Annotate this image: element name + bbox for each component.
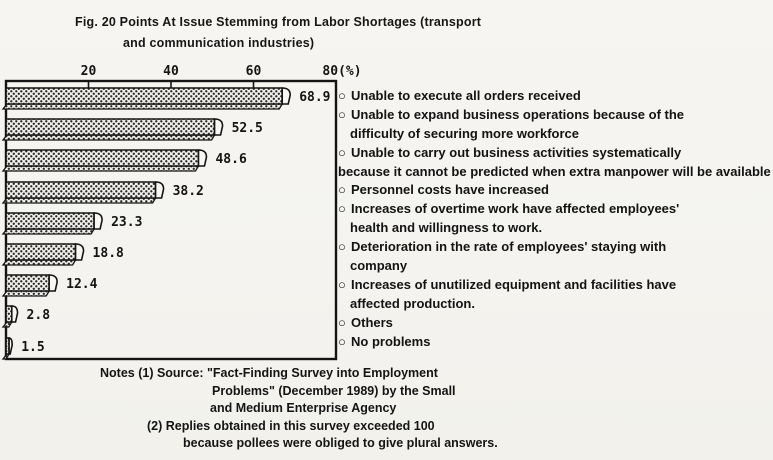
- legend-bullet-circle-icon: ○: [338, 333, 346, 349]
- bar: [3, 182, 204, 203]
- bar-value-label: 2.8: [26, 308, 51, 323]
- note-line: because pollees were obliged to give plural answers.: [183, 436, 498, 451]
- legend-bullet-circle-icon: ○: [338, 88, 346, 103]
- bar-value-label: 52.5: [231, 121, 263, 136]
- legend-line-text: No problems: [351, 333, 431, 349]
- legend-line-text: Deterioration in the rate of employees' staying with: [351, 239, 667, 255]
- legend-line: [338, 181, 773, 200]
- notes-block: [100, 365, 498, 453]
- legend-bullet-circle-icon: ○: [338, 314, 346, 330]
- bar-chart-svg: [0, 60, 380, 365]
- legend-line: [338, 219, 773, 238]
- legend-bullet-circle-icon: ○: [338, 144, 346, 160]
- bar: [3, 150, 247, 171]
- legend-line: [338, 144, 773, 163]
- legend-line-text: Unable to carry out business activities systematically: [351, 144, 682, 160]
- legend-bullet-circle-icon: ○: [338, 201, 346, 217]
- legend-line-text: Unable to expand business operations because of the: [351, 106, 685, 122]
- legend-line: [338, 276, 773, 295]
- figure-title-line1: Fig. 20 Points At Issue Stemming from Labor Shortages (transport: [75, 15, 482, 29]
- bar: [3, 119, 263, 140]
- bar-value-label: 68.9: [299, 90, 331, 105]
- legend-bullet-circle-icon: ○: [338, 182, 346, 198]
- bar-chart: [0, 60, 380, 365]
- legend-line: [338, 238, 773, 257]
- figure-title: [75, 12, 481, 54]
- bar-value-label: 18.8: [92, 246, 124, 261]
- legend-line: [338, 87, 773, 106]
- bar: [3, 306, 50, 327]
- legend-line: [338, 295, 773, 314]
- bar-value-label: 48.6: [215, 152, 247, 167]
- x-axis-end-label: 80(%): [322, 64, 362, 79]
- x-axis-tick-label: 40: [163, 64, 179, 79]
- legend-bullet-circle-icon: ○: [338, 276, 346, 292]
- figure-title-line2: and communication industries): [123, 36, 315, 50]
- bar: [3, 244, 124, 265]
- bar: [3, 88, 331, 109]
- bar: [3, 275, 98, 296]
- legend-line-text: health and willingness to work.: [350, 220, 543, 236]
- bar-value-label: 38.2: [172, 184, 204, 199]
- x-axis-tick-label: 20: [80, 64, 97, 79]
- note-line: Notes (1) Source: "Fact-Finding Survey into Employment: [100, 366, 438, 380]
- legend-line: [338, 163, 773, 182]
- legend-line-text: company: [350, 258, 408, 274]
- legend-line-text: Unable to execute all orders received: [351, 88, 581, 103]
- bar: [3, 338, 45, 359]
- legend-line-text: because it cannot be predicted when extra manpower will be available: [338, 163, 771, 179]
- legend-line: [338, 257, 773, 276]
- note-line: and Medium Enterprise Agency: [210, 401, 397, 416]
- legend-line: [338, 200, 773, 219]
- legend-bullet-circle-icon: ○: [338, 106, 346, 122]
- note-line: Problems" (December 1989) by the Small: [212, 383, 456, 398]
- bar-value-label: 1.5: [21, 340, 45, 355]
- x-axis-tick-label: 60: [245, 64, 262, 79]
- note-line: (2) Replies obtained in this survey exceeded 100: [147, 418, 435, 433]
- legend-line-text: Others: [351, 314, 393, 330]
- legend-line: [338, 125, 773, 144]
- legend-line-text: affected production.: [350, 295, 475, 311]
- legend-line: [338, 333, 773, 352]
- chart-legend: [338, 87, 773, 351]
- legend-line: [338, 106, 773, 125]
- legend-line: [338, 314, 773, 333]
- legend-line-text: Personnel costs have increased: [351, 182, 549, 198]
- legend-line-text: Increases of overtime work have affected employees': [351, 201, 680, 217]
- bar-value-label: 23.3: [111, 215, 143, 230]
- bar-value-label: 12.4: [66, 277, 98, 292]
- legend-line-text: Increases of unutilized equipment and facilities have: [351, 276, 677, 292]
- legend-bullet-circle-icon: ○: [338, 239, 346, 255]
- legend-line-text: difficulty of securing more workforce: [350, 125, 579, 141]
- bar: [3, 213, 142, 234]
